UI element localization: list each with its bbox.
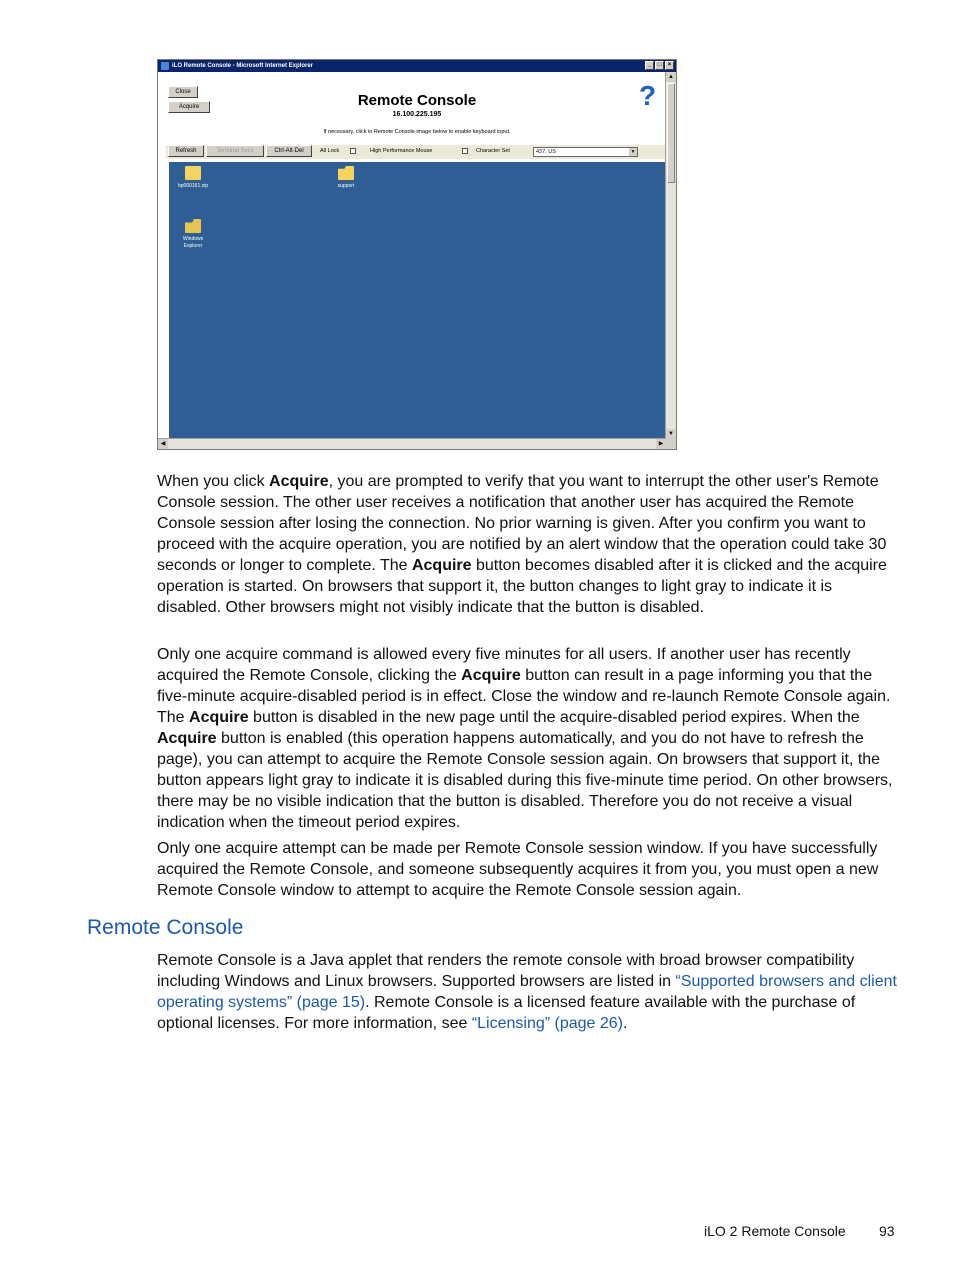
scroll-left-icon[interactable]: ◀ bbox=[158, 439, 168, 449]
character-set-value: 437, US bbox=[536, 149, 556, 155]
windows-explorer-icon bbox=[185, 219, 201, 233]
scroll-right-icon[interactable]: ▶ bbox=[656, 439, 666, 449]
remote-console-heading: Remote Console bbox=[357, 92, 477, 109]
help-icon[interactable]: ? bbox=[639, 80, 657, 111]
all-lock-checkbox[interactable] bbox=[350, 148, 356, 154]
paragraph-remote-console bbox=[157, 950, 899, 1034]
desktop-icon-label: Windows Explorer bbox=[182, 236, 204, 249]
paragraph-acquire-prompt bbox=[157, 471, 899, 618]
text-run: Only one acquire command is allowed every five minutes for all users. If another user has recently acquired the Remote Console, clicking the bbox=[157, 646, 851, 684]
horizontal-scrollbar[interactable] bbox=[158, 438, 666, 449]
licensing-link[interactable]: “Licensing” (page 26) bbox=[471, 1015, 624, 1032]
text-run: . bbox=[623, 1015, 628, 1032]
text-run: , you are prompted to verify that you want to interrupt the other user's Remote Console session. The other user receives a notification that another user has acquired the Remote Console session after losing the connection. No prior warning is given. After you confirm you want to proceed with the acquire operation, you are notified by an alert window that the operation could take 30 seconds or longer to complete. The bbox=[157, 473, 887, 574]
minimize-button[interactable]: _ bbox=[645, 61, 654, 70]
character-set-label: Character Set bbox=[476, 148, 510, 154]
scroll-thumb[interactable] bbox=[667, 83, 675, 183]
chevron-down-icon: ▼ bbox=[630, 149, 636, 155]
remote-desktop-view[interactable] bbox=[169, 162, 667, 438]
scroll-up-icon[interactable]: ▲ bbox=[666, 72, 676, 82]
supported-browsers-link[interactable]: “Supported browsers and client operating systems” (page 15) bbox=[157, 973, 897, 1011]
page-number: 93 bbox=[879, 1223, 895, 1239]
text-run: . Remote Console is a licensed feature available with the purchase of optional licenses. For more information, see bbox=[157, 994, 856, 1032]
text-run: Remote Console is a Java applet that renders the remote console with broad browser compatibility including Windows and Linux browsers. Supported browsers are listed in bbox=[157, 952, 855, 990]
paragraph-acquire-attempt: Only one acquire attempt can be made per Remote Console session window. If you have successfully acquired the Remote Console, and someone subsequently acquires it from you, you must open a new Remote Console window to attempt to acquire the Remote Console session again. bbox=[157, 840, 879, 899]
acquire-term: Acquire bbox=[157, 730, 217, 747]
refresh-button[interactable]: Refresh bbox=[168, 145, 204, 157]
remote-console-screenshot bbox=[157, 59, 677, 450]
ip-address: 16.100.225.195 bbox=[392, 111, 442, 118]
acquire-term: Acquire bbox=[269, 473, 329, 490]
ie-logo-icon bbox=[161, 62, 169, 70]
text-run: button becomes disabled after it is clicked and the acquire operation is started. On browsers that support it, the button changes to light gray to indicate it is disabled. Other browsers might not visibly indicate that the button is disabled. bbox=[157, 557, 887, 616]
acquire-term: Acquire bbox=[189, 709, 249, 726]
close-button[interactable]: Close bbox=[168, 86, 198, 98]
terminal-services-button[interactable]: Terminal Svcs bbox=[206, 145, 264, 157]
section-heading: Remote Console bbox=[87, 916, 244, 939]
text-run: button is disabled in the new page until the acquire-disabled period expires. When the bbox=[248, 709, 860, 726]
window-close-button[interactable]: × bbox=[665, 61, 674, 70]
window-title: iLO Remote Console - Microsoft Internet Explorer bbox=[172, 63, 314, 69]
text-run: When you click bbox=[157, 473, 270, 490]
high-performance-mouse-checkbox[interactable] bbox=[462, 148, 468, 154]
text-run: button is enabled (this operation happens automatically, and you do not have to refresh the page), you can attempt to acquire the Remote Console session again. On browsers that support it, the button appears light gray to indicate it is disabled during this five-minute time period. On other browsers, there may be no visible indication that the button is disabled. Therefore you do not receive a visual indication when the timeout period expires. bbox=[157, 730, 893, 831]
character-set-select[interactable] bbox=[533, 147, 638, 157]
window-titlebar bbox=[158, 60, 676, 72]
acquire-term: Acquire bbox=[461, 667, 521, 684]
zip-file-icon bbox=[185, 166, 201, 180]
high-performance-mouse-label: High Performance Mouse bbox=[370, 148, 433, 154]
desktop-icon-label: bp000161.zip bbox=[177, 183, 209, 189]
scroll-down-icon[interactable]: ▼ bbox=[666, 429, 676, 439]
keyboard-hint: If necessary, click in Remote Console image below to enable keyboard input. bbox=[323, 129, 511, 135]
text-run: button can result in a page informing you that the five-minute acquire-disabled period is in effect. Close the window and re-launch Remote Console again. The bbox=[157, 667, 891, 726]
acquire-term: Acquire bbox=[411, 557, 472, 574]
vertical-scrollbar[interactable] bbox=[665, 72, 676, 439]
paragraph-acquire-limit bbox=[157, 644, 899, 833]
acquire-button[interactable]: Acquire bbox=[168, 101, 210, 113]
all-lock-label: All Lock bbox=[320, 148, 340, 154]
footer-title: iLO 2 Remote Console bbox=[704, 1223, 846, 1239]
folder-icon bbox=[338, 166, 354, 180]
desktop-icon-zip[interactable] bbox=[173, 166, 213, 190]
ctrl-alt-del-button[interactable]: Ctrl-Alt-Del bbox=[266, 145, 312, 157]
desktop-icon-support[interactable] bbox=[326, 166, 366, 190]
maximize-button[interactable]: □ bbox=[655, 61, 664, 70]
desktop-icon-windows-explorer[interactable] bbox=[173, 219, 213, 250]
desktop-icon-label: support bbox=[337, 183, 355, 189]
